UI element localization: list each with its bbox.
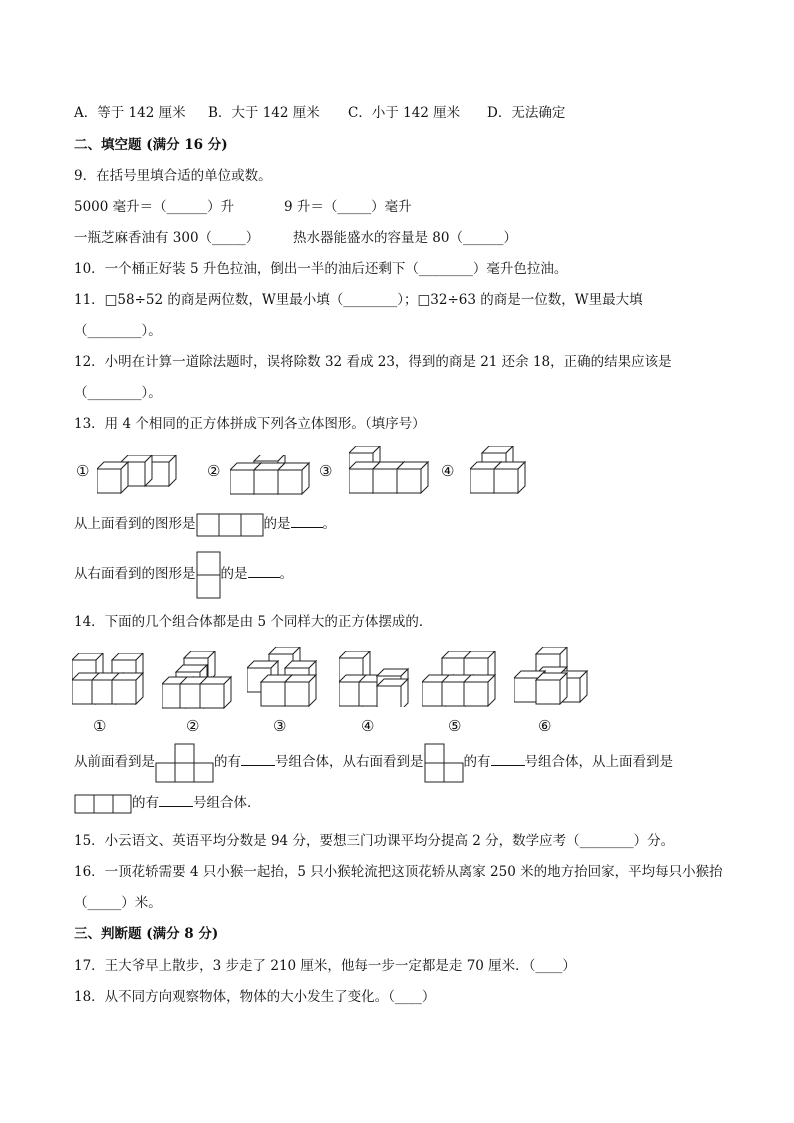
q9-line2-b: 热水器能盛水的容量是 80（______） <box>293 230 517 246</box>
option-c: C．小于 142 厘米 <box>348 105 461 121</box>
q14-label-4: ④ <box>361 717 375 735</box>
q13-top-answer-blank[interactable] <box>291 513 323 528</box>
q14-front-suffix: 的有 <box>214 754 241 770</box>
q13-label-1: ① <box>76 462 90 480</box>
q14-top-answer-blank[interactable] <box>159 792 193 807</box>
section-title-judgement: 三、判断题 (满分 8 分) <box>74 926 219 942</box>
q13-figure-4 <box>470 446 535 494</box>
q12-line2: （________）。 <box>74 385 162 401</box>
q14-label-2: ② <box>186 717 200 735</box>
option-d: D．无法确定 <box>487 105 566 121</box>
q13-top-suffix: 的是 <box>263 516 291 532</box>
q13-top-prefix: 从上面看到的图形是 <box>74 516 196 532</box>
q14-figure-6 <box>514 647 588 705</box>
q14-front-answer-blank[interactable] <box>241 751 275 766</box>
q14-figure-5 <box>422 651 498 707</box>
q14-right-end: 号组合体，从上面看到是 <box>524 754 673 770</box>
option-b: B．大于 142 厘米 <box>208 105 320 121</box>
q14-view-line-1 <box>74 742 673 783</box>
q13-right-suffix: 的是 <box>220 566 248 582</box>
q14-figure-3 <box>247 647 323 707</box>
q13-figure-3 <box>349 446 434 494</box>
q13-label-4: ④ <box>441 462 455 480</box>
q11-line1: 11．□58÷52 的商是两位数，W里最小填（________）；□32÷63 的商是一位数，W里最大填 <box>74 292 643 308</box>
q14-figure-1 <box>72 653 146 705</box>
right-view-figure <box>424 743 464 783</box>
q13-figure-1 <box>97 455 185 495</box>
q13-top-period: 。 <box>322 516 336 532</box>
q14-label-6: ⑥ <box>538 717 552 735</box>
q12-line1: 12．小明在计算一道除法题时，误将除数 32 看成 23，得到的商是 21 还余 18，正确的结果应该是 <box>74 354 672 370</box>
q14-label-1: ① <box>93 717 107 735</box>
q14-label-3: ③ <box>273 717 287 735</box>
q16-line1: 16．一顶花轿需要 4 只小猴一起抬，5 只小猴轮流把这顶花轿从离家 250 米的地方抬回家，平均每只小猴抬 <box>74 864 723 880</box>
q14-figure-2 <box>162 651 234 709</box>
q18-text: 18．从不同方向观察物体，物体的大小发生了变化。（____） <box>74 989 436 1005</box>
q14-right-answer-blank[interactable] <box>491 751 525 766</box>
q14-top-suffix: 的有 <box>132 795 159 811</box>
three-square-row-figure <box>196 513 264 537</box>
q10-text: 10．一个桶正好装 5 升色拉油，倒出一半的油后还剩下（________）毫升色拉油。 <box>74 261 568 277</box>
two-square-column-figure <box>196 551 221 599</box>
q9-line1-a: 5000 毫升＝（______）升 <box>74 199 235 215</box>
q13-label-2: ② <box>207 462 221 480</box>
q14-front-end: 号组合体，从右面看到是 <box>275 754 424 770</box>
section-title-fill-blank: 二、填空题 (满分 16 分) <box>74 137 228 153</box>
q14-front-prefix: 从前面看到是 <box>74 754 155 770</box>
q14-view-line-2 <box>74 792 261 814</box>
q14-figure-4 <box>339 651 411 707</box>
q15-text: 15．小云语文、英语平均分数是 94 分，要想三门功课平均分提高 2 分，数学应考（________）分。 <box>74 833 675 849</box>
q9-line1-b: 9 升＝（_____）毫升 <box>284 199 412 215</box>
q13-right-prefix: 从右面看到的图形是 <box>74 566 196 582</box>
q13-top-view-line <box>74 512 336 537</box>
q13-label-3: ③ <box>319 462 333 480</box>
q14-right-suffix: 的有 <box>463 754 491 770</box>
q13-right-view-line <box>74 550 293 599</box>
top-view-figure <box>74 794 132 814</box>
q9-line2-a: 一瓶芝麻香油有 300（_____） <box>74 230 260 246</box>
q14-stem: 14．下面的几个组合体都是由 5 个同样大的正方体摆成的． <box>74 614 433 630</box>
q13-stem: 13．用 4 个相同的正方体拼成下列各立体图形。（填序号） <box>74 416 426 432</box>
q11-line2: （________）。 <box>74 323 162 339</box>
front-view-figure <box>155 743 214 783</box>
q13-right-period: 。 <box>279 566 293 582</box>
q14-top-end: 号组合体． <box>193 795 261 811</box>
q9-stem: 9．在括号里填合适的单位或数。 <box>74 168 272 184</box>
q16-line2: （_____）米。 <box>74 895 162 911</box>
q14-label-5: ⑤ <box>448 717 462 735</box>
q13-figure-2 <box>230 455 310 495</box>
option-a: A．等于 142 厘米 <box>74 105 186 121</box>
q17-text: 17．王大爷早上散步，3 步走了 210 厘米，他每一步一定都是走 70 厘米．（____） <box>74 958 576 974</box>
q13-right-answer-blank[interactable] <box>248 563 280 578</box>
